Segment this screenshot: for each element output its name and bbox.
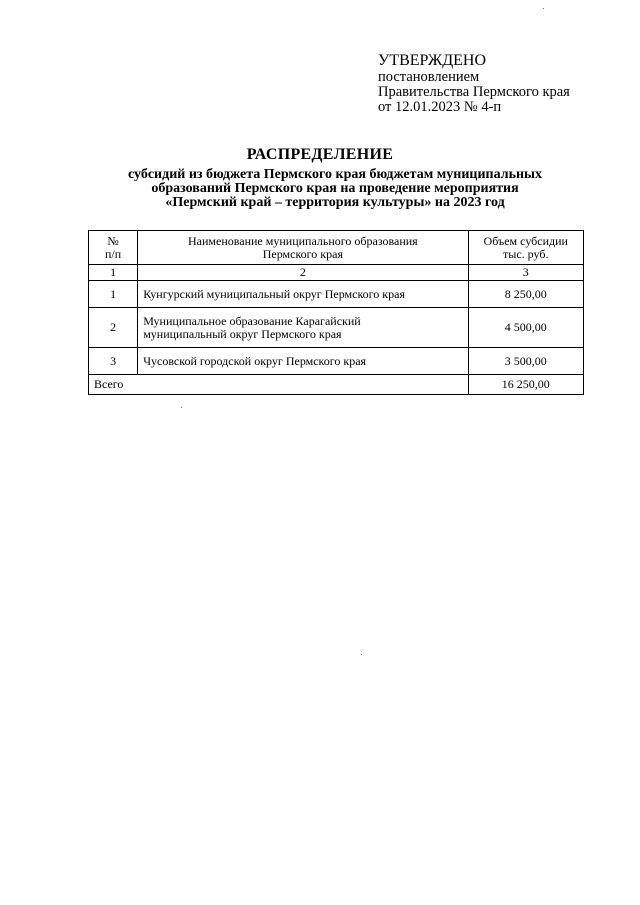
- header-text: Пермского края: [262, 246, 343, 261]
- row-number: 3: [89, 348, 138, 375]
- total-row: [89, 375, 584, 395]
- row-name-text: Кунгурский муниципальный округ Пермского края: [143, 286, 405, 301]
- header-text: №: [107, 233, 119, 248]
- row-name: [138, 281, 468, 308]
- row-amount: 8 250,00: [468, 281, 583, 308]
- column-index-row: [89, 265, 584, 281]
- total-label: Всего: [89, 375, 469, 395]
- header-text: Объем субсидии: [483, 233, 568, 248]
- header-text: п/п: [105, 246, 122, 261]
- table-row: [89, 281, 584, 308]
- distribution-table: [88, 230, 584, 395]
- row-name-text: Муниципальное образование Карагайский: [143, 313, 361, 328]
- total-amount: 16 250,00: [468, 375, 583, 395]
- header-cell-amount: [468, 231, 583, 265]
- approval-stamp: [378, 52, 570, 115]
- index-cell: 1: [89, 265, 138, 281]
- row-number: 1: [89, 281, 138, 308]
- row-amount: 3 500,00: [468, 348, 583, 375]
- header-text: тыс. руб.: [503, 246, 549, 261]
- scan-speck: [181, 407, 182, 408]
- subtitle-line: субсидий из бюджета Пермского края бюджетам муниципальных: [128, 167, 542, 182]
- document-title: РАСПРЕДЕЛЕНИЕ: [246, 146, 394, 163]
- approval-line: постановлением: [378, 69, 480, 85]
- scan-speck: [361, 654, 362, 655]
- index-cell: 3: [468, 265, 583, 281]
- table-row: [89, 348, 584, 375]
- header-cell-number: [89, 231, 138, 265]
- row-number: 2: [89, 308, 138, 348]
- approval-heading: УТВЕРЖДЕНО: [378, 52, 487, 69]
- row-name: [138, 308, 468, 348]
- document-subtitle: [80, 168, 590, 210]
- table-row: [89, 308, 584, 348]
- table-header-row: [89, 231, 584, 265]
- row-name-text: Чусовской городской округ Пермского края: [143, 353, 367, 368]
- header-text: Наименование муниципального образования: [188, 233, 418, 248]
- scan-speck: [543, 8, 544, 9]
- subtitle-line: «Пермский край – территория культуры» на 2023 год: [165, 195, 505, 210]
- row-amount: 4 500,00: [468, 308, 583, 348]
- approval-line: от 12.01.2023 № 4-п: [378, 99, 502, 115]
- index-cell: 2: [138, 265, 468, 281]
- header-cell-name: [138, 231, 468, 265]
- subtitle-line: образований Пермского края на проведение мероприятия: [151, 181, 519, 196]
- approval-line: Правительства Пермского края: [378, 84, 570, 100]
- row-name-text: муниципальный округ Пермского края: [143, 326, 342, 341]
- row-name: [138, 348, 468, 375]
